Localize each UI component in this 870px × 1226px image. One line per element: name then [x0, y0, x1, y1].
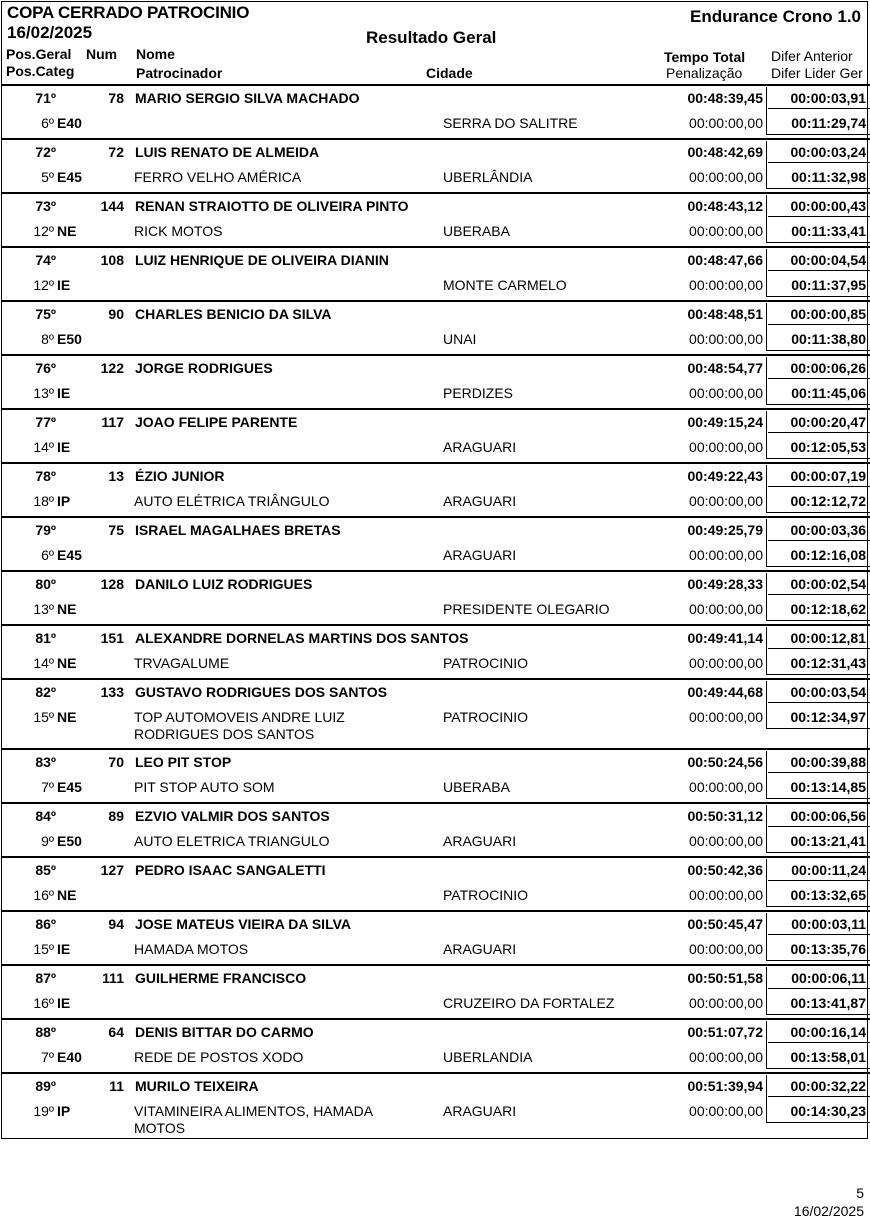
sponsor: HAMADA MOTOS: [134, 941, 249, 957]
result-main-line: [2, 194, 870, 219]
race-number: 94: [108, 916, 124, 932]
result-main-line: [2, 248, 870, 273]
result-detail-line: [2, 829, 870, 854]
diff-leader: 00:13:35,76: [790, 941, 866, 957]
total-time: 00:49:15,24: [687, 414, 763, 430]
diff-previous: 00:00:03,54: [790, 684, 866, 700]
overall-position: 82º: [35, 684, 56, 700]
diff-previous: 00:00:00,85: [790, 306, 866, 322]
diff-separator: [768, 594, 870, 595]
diff-leader: 00:13:21,41: [790, 833, 866, 849]
total-time: 00:48:47,66: [687, 252, 763, 268]
city: UBERLÂNDIA: [443, 169, 533, 185]
diff-separator: [768, 162, 870, 163]
overall-position: 85º: [35, 862, 56, 878]
total-time: 00:50:51,58: [687, 970, 763, 986]
race-number: 11: [109, 1078, 124, 1094]
sponsor: FERRO VELHO AMÉRICA: [134, 169, 302, 185]
diff-leader: 00:11:38,80: [791, 331, 866, 347]
overall-position: 79º: [35, 522, 56, 538]
diff-separator: [768, 270, 870, 271]
report-frame: [1, 1, 868, 1139]
diff-previous: 00:00:32,22: [790, 1078, 866, 1094]
diff-leader: 00:12:34,97: [790, 709, 866, 725]
category: E50: [57, 331, 82, 347]
overall-position: 77º: [35, 414, 56, 430]
result-main-line: [2, 1074, 870, 1099]
col-patrocinador: Patrocinador: [136, 65, 223, 81]
overall-position: 83º: [35, 754, 56, 770]
category: NE: [57, 887, 77, 903]
result-row: [2, 678, 870, 748]
rider-name: ÉZIO JUNIOR: [135, 468, 225, 484]
rider-name: LUIZ HENRIQUE DE OLIVEIRA DIANIN: [135, 252, 389, 268]
category: IE: [57, 385, 71, 401]
category-position: 13º: [33, 385, 54, 401]
event-title: COPA CERRADO PATROCINIO: [7, 3, 250, 22]
result-row: [2, 624, 870, 678]
rider-name: MURILO TEIXEIRA: [135, 1078, 259, 1094]
penalty-time: 00:00:00,00: [689, 709, 763, 725]
diff-previous: 00:00:03,24: [790, 144, 866, 160]
category: E45: [57, 169, 82, 185]
category-position: 13º: [33, 601, 54, 617]
diff-previous: 00:00:03,36: [790, 522, 866, 538]
category-position: 7º: [41, 1049, 54, 1065]
rider-name: JOSE MATEUS VIEIRA DA SILVA: [135, 916, 351, 932]
penalty-time: 00:00:00,00: [689, 833, 763, 849]
total-time: 00:50:24,56: [687, 754, 763, 770]
city: ARAGUARI: [443, 941, 517, 957]
result-detail-line: [2, 705, 870, 742]
col-nome: Nome: [136, 46, 175, 62]
race-number: 122: [100, 360, 124, 376]
result-row: [2, 138, 870, 192]
diff-separator: [768, 1096, 870, 1097]
diff-separator: [768, 934, 870, 935]
rider-name: JOAO FELIPE PARENTE: [135, 414, 298, 430]
diff-previous: 00:00:12,81: [790, 630, 866, 646]
race-number: 144: [100, 198, 124, 214]
diff-previous: 00:00:06,56: [790, 808, 866, 824]
diff-leader: 00:14:30,23: [790, 1103, 866, 1119]
category-position: 16º: [33, 995, 54, 1011]
result-main-line: [2, 912, 870, 937]
city: UBERABA: [443, 779, 510, 795]
sponsor: TOP AUTOMOVEIS ANDRE LUIZ RODRIGUES DOS SANTOS: [134, 709, 345, 742]
result-detail-line: [2, 1045, 870, 1070]
result-detail-line: [2, 543, 870, 568]
diff-previous: 00:00:06,26: [790, 360, 866, 376]
result-row: [2, 802, 870, 856]
overall-position: 76º: [35, 360, 56, 376]
rider-name: JORGE RODRIGUES: [135, 360, 273, 376]
total-time: 00:51:39,94: [687, 1078, 763, 1094]
category-position: 15º: [33, 941, 54, 957]
diff-separator: [768, 880, 870, 881]
total-time: 00:51:07,72: [687, 1024, 763, 1040]
diff-leader: 00:12:31,43: [790, 655, 866, 671]
category-position: 12º: [33, 277, 54, 293]
penalty-time: 00:00:00,00: [689, 1049, 763, 1065]
result-row: [2, 570, 870, 624]
penalty-time: 00:00:00,00: [689, 385, 763, 401]
penalty-time: 00:00:00,00: [689, 995, 763, 1011]
race-number: 117: [101, 414, 124, 430]
overall-position: 89º: [35, 1078, 56, 1094]
category: IE: [57, 995, 71, 1011]
result-detail-line: [2, 775, 870, 800]
category: E40: [57, 1049, 82, 1065]
city: UBERABA: [443, 223, 510, 239]
penalty-time: 00:00:00,00: [689, 887, 763, 903]
sponsor: PIT STOP AUTO SOM: [134, 779, 275, 795]
result-row: [2, 748, 870, 802]
diff-leader: 00:12:05,53: [790, 439, 866, 455]
penalty-time: 00:00:00,00: [689, 655, 763, 671]
rider-name: ALEXANDRE DORNELAS MARTINS DOS SANTOS: [135, 630, 469, 646]
result-row: [2, 910, 870, 964]
diff-previous: 00:00:20,47: [790, 414, 866, 430]
total-time: 00:48:54,77: [687, 360, 763, 376]
race-number: 70: [108, 754, 124, 770]
result-row: [2, 354, 870, 408]
city: ARAGUARI: [443, 493, 517, 509]
city: UBERLANDIA: [443, 1049, 533, 1065]
result-main-line: [2, 626, 870, 651]
result-detail-line: [2, 651, 870, 676]
diff-separator: [768, 1042, 870, 1043]
print-date: 16/02/2025: [793, 1203, 864, 1219]
result-row: [2, 964, 870, 1018]
penalty-time: 00:00:00,00: [689, 169, 763, 185]
diff-leader: 00:12:16,08: [790, 547, 866, 563]
rider-name: MARIO SERGIO SILVA MACHADO: [135, 90, 360, 106]
category: E45: [57, 547, 82, 563]
page-number: 5: [856, 1185, 864, 1201]
app-name: Endurance Crono 1.0: [690, 7, 861, 26]
overall-position: 86º: [35, 916, 56, 932]
overall-position: 71º: [35, 90, 56, 106]
category-position: 12º: [33, 223, 54, 239]
diff-leader: 00:13:32,65: [790, 887, 866, 903]
city: ARAGUARI: [443, 439, 517, 455]
race-number: 78: [108, 90, 124, 106]
race-number: 108: [100, 252, 124, 268]
sponsor: TRVAGALUME: [134, 655, 230, 671]
category: NE: [57, 655, 77, 671]
race-number: 75: [108, 522, 124, 538]
penalty-time: 00:00:00,00: [689, 779, 763, 795]
overall-position: 84º: [35, 808, 56, 824]
total-time: 00:48:48,51: [687, 306, 763, 322]
result-detail-line: [2, 111, 870, 136]
category: IE: [57, 439, 71, 455]
overall-position: 80º: [35, 576, 56, 592]
diff-separator: [768, 826, 870, 827]
diff-previous: 00:00:02,54: [790, 576, 866, 592]
category: IP: [57, 1103, 71, 1119]
category-position: 16º: [33, 887, 54, 903]
overall-position: 72º: [35, 144, 56, 160]
total-time: 00:50:42,36: [687, 862, 763, 878]
result-row: [2, 462, 870, 516]
result-main-line: [2, 410, 870, 435]
result-row: [2, 1018, 870, 1072]
diff-previous: 00:00:03,11: [791, 916, 866, 932]
category-position: 6º: [41, 547, 54, 563]
rider-name: LUIS RENATO DE ALMEIDA: [135, 144, 320, 160]
diff-separator: [768, 108, 870, 109]
result-main-line: [2, 804, 870, 829]
penalty-time: 00:00:00,00: [689, 439, 763, 455]
diff-leader: 00:13:41,87: [790, 995, 866, 1011]
city: PATROCINIO: [443, 709, 529, 725]
result-main-line: [2, 140, 870, 165]
city: PERDIZES: [443, 385, 514, 401]
category: E50: [57, 833, 82, 849]
category-position: 6º: [41, 115, 54, 131]
category-position: 5º: [41, 169, 54, 185]
penalty-time: 00:00:00,00: [689, 547, 763, 563]
total-time: 00:49:22,43: [687, 468, 763, 484]
penalty-time: 00:00:00,00: [689, 601, 763, 617]
result-main-line: [2, 464, 870, 489]
category: NE: [57, 223, 77, 239]
race-number: 90: [108, 306, 124, 322]
result-main-line: [2, 86, 870, 111]
result-detail-line: [2, 1099, 870, 1136]
penalty-time: 00:00:00,00: [689, 115, 763, 131]
diff-leader: 00:11:33,41: [791, 223, 866, 239]
overall-position: 81º: [35, 630, 56, 646]
result-row: [2, 516, 870, 570]
col-num: Num: [86, 46, 118, 62]
diff-separator: [768, 324, 870, 325]
col-cidade: Cidade: [426, 65, 473, 81]
sponsor: AUTO ELETRICA TRIANGULO: [134, 833, 330, 849]
rider-name: PEDRO ISAAC SANGALETTI: [135, 862, 326, 878]
rider-name: DANILO LUIZ RODRIGUES: [135, 576, 313, 592]
report-title: Resultado Geral: [366, 28, 497, 47]
penalty-time: 00:00:00,00: [689, 493, 763, 509]
penalty-time: 00:00:00,00: [689, 331, 763, 347]
result-detail-line: [2, 381, 870, 406]
total-time: 00:50:45,47: [687, 916, 763, 932]
category-position: 15º: [33, 709, 54, 725]
diff-separator: [768, 988, 870, 989]
result-main-line: [2, 302, 870, 327]
col-difer-lider: Difer Lider Ger: [771, 65, 863, 81]
rider-name: EZVIO VALMIR DOS SANTOS: [135, 808, 330, 824]
diff-leader: 00:11:37,95: [791, 277, 866, 293]
result-main-line: [2, 518, 870, 543]
diff-separator: [768, 648, 870, 649]
col-pos-geral: Pos.Geral: [6, 46, 72, 62]
category: E40: [57, 115, 82, 131]
category: NE: [57, 601, 77, 617]
result-detail-line: [2, 883, 870, 908]
penalty-time: 00:00:00,00: [689, 941, 763, 957]
overall-position: 87º: [35, 970, 56, 986]
diff-separator: [768, 216, 870, 217]
diff-leader: 00:13:58,01: [790, 1049, 866, 1065]
diff-leader: 00:11:32,98: [791, 169, 866, 185]
result-row: [2, 300, 870, 354]
city: PATROCINIO: [443, 655, 529, 671]
col-difer-anterior: Difer Anterior: [771, 48, 853, 64]
diff-previous: 00:00:39,88: [790, 754, 866, 770]
race-number: 151: [100, 630, 124, 646]
category-position: 18º: [33, 493, 54, 509]
category: IP: [57, 493, 71, 509]
result-main-line: [2, 966, 870, 991]
sponsor: RICK MOTOS: [134, 223, 223, 239]
diff-previous: 00:00:11,24: [791, 862, 866, 878]
result-row: [2, 84, 870, 138]
rider-name: RENAN STRAIOTTO DE OLIVEIRA PINTO: [135, 198, 409, 214]
result-detail-line: [2, 327, 870, 352]
rider-name: CHARLES BENICIO DA SILVA: [135, 306, 332, 322]
result-row: [2, 1072, 870, 1142]
overall-position: 78º: [35, 468, 56, 484]
diff-leader: 00:13:14,85: [790, 779, 866, 795]
overall-position: 75º: [35, 306, 56, 322]
rider-name: GUSTAVO RODRIGUES DOS SANTOS: [135, 684, 388, 700]
total-time: 00:49:25,79: [687, 522, 763, 538]
total-time: 00:49:28,33: [687, 576, 763, 592]
city: ARAGUARI: [443, 1103, 517, 1119]
category: NE: [57, 709, 77, 725]
result-main-line: [2, 858, 870, 883]
result-detail-line: [2, 937, 870, 962]
total-time: 00:49:41,14: [687, 630, 763, 646]
overall-position: 74º: [35, 252, 56, 268]
category-position: 14º: [33, 655, 54, 671]
result-main-line: [2, 572, 870, 597]
col-tempo-total: Tempo Total: [664, 49, 746, 65]
category-position: 7º: [41, 779, 54, 795]
diff-previous: 00:00:07,19: [790, 468, 866, 484]
result-detail-line: [2, 991, 870, 1016]
diff-previous: 00:00:03,91: [790, 90, 866, 106]
result-main-line: [2, 680, 870, 705]
result-main-line: [2, 750, 870, 775]
total-time: 00:48:39,45: [687, 90, 763, 106]
result-row: [2, 192, 870, 246]
result-detail-line: [2, 165, 870, 190]
total-time: 00:50:31,12: [687, 808, 763, 824]
result-row: [2, 246, 870, 300]
col-pos-categ: Pos.Categ: [6, 63, 75, 79]
overall-position: 73º: [35, 198, 56, 214]
penalty-time: 00:00:00,00: [689, 223, 763, 239]
city: MONTE CARMELO: [443, 277, 567, 293]
race-number: 89: [108, 808, 124, 824]
race-number: 128: [100, 576, 124, 592]
total-time: 00:49:44,68: [687, 684, 763, 700]
race-number: 127: [100, 862, 124, 878]
penalty-time: 00:00:00,00: [689, 277, 763, 293]
sponsor: AUTO ELÉTRICA TRIÂNGULO: [134, 493, 330, 509]
diff-leader: 00:11:45,06: [791, 385, 866, 401]
event-date: 16/02/2025: [7, 23, 93, 42]
overall-position: 88º: [35, 1024, 56, 1040]
diff-previous: 00:00:06,11: [791, 970, 866, 986]
total-time: 00:48:43,12: [687, 198, 763, 214]
total-time: 00:48:42,69: [687, 144, 763, 160]
result-main-line: [2, 1020, 870, 1045]
city: SERRA DO SALITRE: [443, 115, 578, 131]
city: CRUZEIRO DA FORTALEZ: [443, 995, 615, 1011]
category-position: 19º: [33, 1103, 54, 1119]
race-number: 111: [102, 970, 124, 986]
category-position: 8º: [41, 331, 54, 347]
rider-name: ISRAEL MAGALHAES BRETAS: [135, 522, 341, 538]
diff-leader: 00:12:18,62: [790, 601, 866, 617]
category: IE: [57, 277, 71, 293]
city: ARAGUARI: [443, 547, 517, 563]
result-row: [2, 408, 870, 462]
result-detail-line: [2, 597, 870, 622]
rider-name: DENIS BITTAR DO CARMO: [135, 1024, 314, 1040]
diff-separator: [768, 772, 870, 773]
diff-separator: [768, 540, 870, 541]
result-detail-line: [2, 435, 870, 460]
diff-separator: [768, 702, 870, 703]
penalty-time: 00:00:00,00: [689, 1103, 763, 1119]
race-number: 133: [100, 684, 124, 700]
col-penalizacao: Penalização: [666, 65, 743, 81]
category: E45: [57, 779, 82, 795]
category: IE: [57, 941, 71, 957]
race-number: 13: [108, 468, 124, 484]
results-list: [2, 84, 870, 1142]
category-position: 14º: [33, 439, 54, 455]
result-detail-line: [2, 489, 870, 514]
diff-previous: 00:00:04,54: [790, 252, 866, 268]
diff-separator: [768, 378, 870, 379]
diff-leader: 00:11:29,74: [791, 115, 866, 131]
diff-previous: 00:00:00,43: [790, 198, 866, 214]
diff-previous: 00:00:16,14: [790, 1024, 866, 1040]
category-position: 9º: [41, 833, 54, 849]
city: PATROCINIO: [443, 887, 529, 903]
diff-leader: 00:12:12,72: [790, 493, 866, 509]
race-number: 72: [108, 144, 124, 160]
rider-name: LEO PIT STOP: [135, 754, 232, 770]
city: ARAGUARI: [443, 833, 517, 849]
diff-separator: [768, 486, 870, 487]
result-main-line: [2, 356, 870, 381]
result-detail-line: [2, 219, 870, 244]
city: UNAI: [443, 331, 477, 347]
sponsor: VITAMINEIRA ALIMENTOS, HAMADA MOTOS: [134, 1103, 373, 1136]
rider-name: GUILHERME FRANCISCO: [135, 970, 307, 986]
city: PRESIDENTE OLEGARIO: [443, 601, 610, 617]
race-number: 64: [108, 1024, 124, 1040]
sponsor: REDE DE POSTOS XODO: [134, 1049, 304, 1065]
diff-separator: [768, 432, 870, 433]
result-row: [2, 856, 870, 910]
result-detail-line: [2, 273, 870, 298]
